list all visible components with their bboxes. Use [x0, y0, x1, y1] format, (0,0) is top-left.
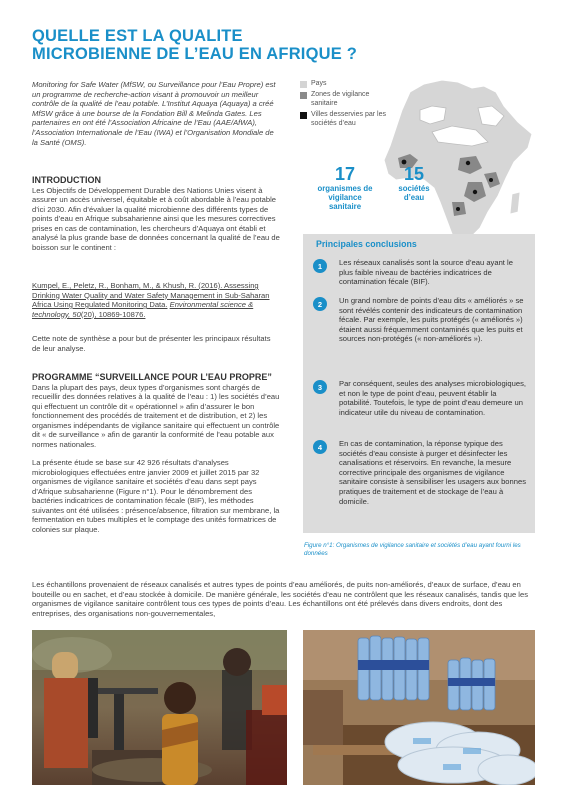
programme-heading: PROGRAMME “SURVEILLANCE POUR L’EAU PROPRE”	[32, 372, 272, 382]
stat-societes	[389, 164, 439, 211]
page-title	[32, 27, 532, 63]
bottled-water-illustration	[303, 630, 535, 785]
introduction-text: Les Objectifs de Développement Durable des Nations Unies visent à assurer un accès universel, équitable et à coût abordable à l’eau potable d’ici 2030. Afin d’évaluer la qualité microbienne des différents types de points d’eau en Afrique subsaharienne ainsi que les mesures correctives prises en cas de contamination, les chercheurs d’Aquaya ont établi et analysé la plus grande base de données concernant la qualité de l’eau de boisson sur le continent :	[32, 185, 280, 252]
stat-label: organismes de vigilance sanitaire	[317, 184, 373, 211]
conclusion-number-badge: 3	[313, 380, 327, 394]
full-width-paragraph: Les échantillons provenaient de réseaux canalisés et autres types de points d’eau améliorés, de puits non-améliorés, d’eaux de surface, d’eau en bouteille ou en sachet, et d’eau stockée à domicile. De manière générale, les sociétés d’eau ne contrôlent que les réseaux canalisés, tandis que les organismes de vigilance sanitaire contrôlent tous ces types de points d’eau. Les échantillons ont été prélevés dans divers endroits, dont des entreprises, des organisations non-gouvernementales,	[32, 580, 529, 618]
stat-label: sociétés d’eau	[398, 184, 430, 202]
conclusion-number-badge: 1	[313, 259, 327, 273]
conclusion-item	[313, 379, 528, 417]
reference-citation[interactable]	[32, 281, 280, 319]
programme-section	[32, 372, 280, 534]
africa-map-figure	[292, 62, 542, 250]
conclusions-title: Principales conclusions	[316, 239, 417, 249]
conclusion-item	[313, 258, 528, 287]
legend-label: Villes desservies par les sociétés d’eau	[311, 111, 386, 127]
map-legend	[300, 80, 390, 131]
legend-swatch-icon	[300, 112, 307, 119]
hand-pump-photo	[32, 630, 287, 785]
programme-paragraph-1: Dans la plupart des pays, deux types d’organismes sont chargés de recueillir des données relatives à la qualité de l’eau : 1) les sociétés d’eau qui effectuent un contrôle dit « opérationnel » afin d’assurer le bon fonctionnement des procédés de traitement et de distribution, et 2) les organismes indépendants de vigilance sanitaire qui effectuent un contrôle dit « de surveillance » afin de garantir la conformité de l’eau potable aux normes nationales.	[32, 382, 280, 449]
introduction-heading: INTRODUCTION	[32, 175, 101, 185]
conclusions-panel	[303, 234, 535, 533]
conclusion-text: En cas de contamination, la réponse typique des sociétés d’eau consiste à purger et désinfecter les canalisations et réservoirs. En revanche, la mesure corrective principale des organismes de vigilance sanitaire consiste à sensibiliser les usagers aux bonnes pratiques de traitement et de stockage de l’eau à domicile.	[339, 439, 526, 506]
title-line-2: MICROBIENNE DE L’EAU EN AFRIQUE ?	[32, 45, 358, 63]
figure-caption: Figure n°1: Organismes de vigilance sanitaire et sociétés d’eau ayant fourni les données	[304, 542, 521, 557]
hand-pump-illustration	[32, 630, 287, 785]
stat-number: 17	[334, 164, 356, 184]
reference-journal: Environmental science & technology, 50	[32, 300, 254, 319]
reference-issue: (20), 10869-10876.	[80, 309, 146, 319]
stat-number: 15	[403, 164, 425, 184]
legend-label: Pays	[311, 80, 327, 87]
conclusion-number-badge: 2	[313, 297, 327, 311]
conclusion-text: Les réseaux canalisés sont la source d’eau ayant le plus faible niveau de bactéries indicatrices de contamination fécale (BIF).	[339, 258, 513, 287]
stats-row	[314, 164, 439, 211]
title-line-1: QUELLE EST LA QUALITE	[32, 27, 243, 45]
conclusion-item	[313, 439, 528, 506]
intro-paragraph: Monitoring for Safe Water (MfSW, ou Surveillance pour l’Eau Propre) est un programme de recherche-action visant à promouvoir un meilleur contrôle de la qualité de l’eau potable. L’Institut Aquaya (Aquaya) a créé MfSW grâce à une bourse de la Fondation Bill & Melinda Gates. Les partenaires en ont été l’Association Africaine de l’Eau (AAE/AfWA), l’Association Internationale de l’Eau (IWA) et l’Organisation Mondiale de la Santé (OMS).	[32, 80, 276, 147]
conclusion-item	[313, 296, 528, 344]
bottled-water-photo	[303, 630, 535, 785]
legend-swatch-icon	[300, 92, 307, 99]
legend-label: Zones de vigilance sanitaire	[311, 91, 370, 107]
introduction-section	[32, 175, 280, 252]
stat-organismes	[314, 164, 376, 211]
summary-note: Cette note de synthèse a pour but de présenter les principaux résultats de leur analyse.	[32, 334, 271, 353]
programme-paragraph-2: La présente étude se base sur 42 926 résultats d’analyses microbiologiques effectuées entre janvier 2009 et juillet 2015 par 32 organismes de vigilance sanitaire et sociétés d’eau dans sept pays d’Afrique subsaharienne (Figure n°1). Pour le dénombrement des bactéries indicatrices de contamination fécale (BIF), les méthodes suivantes ont été utilisées : présence/absence, filtration sur membrane, la fermentation en tubes multiples et le comptage des unités formatrices de colonies sur plaque.	[32, 458, 280, 534]
conclusion-text: Un grand nombre de points d’eau dits « améliorés » se sont révélés contenir des indicateurs de contamination fécale. Par exemple, les puits protégés (« améliorés ») étaient aussi fréquemment contaminés que les puits et sources non-protégés (« non-améliorés »).	[339, 296, 524, 344]
legend-swatch-icon	[300, 81, 307, 88]
legend-item-zones	[300, 91, 390, 108]
reference-authors: Kumpel, E., Peletz, R., Bonham, M., & Khush, R. (2016). Assessing Drinking Water Quality and Water Safety Management in Sub-Saharan Africa Using Regulated Monitoring Data.	[32, 281, 270, 309]
legend-item-villes	[300, 111, 390, 128]
legend-item-pays	[300, 80, 390, 88]
conclusion-text: Par conséquent, seules des analyses microbiologiques, et non le type de point d’eau, peuvent établir la potabilité. Toutefois, le type de point d’eau demeure un indicateur utile du niveau de contamination.	[339, 379, 526, 417]
conclusion-number-badge: 4	[313, 440, 327, 454]
